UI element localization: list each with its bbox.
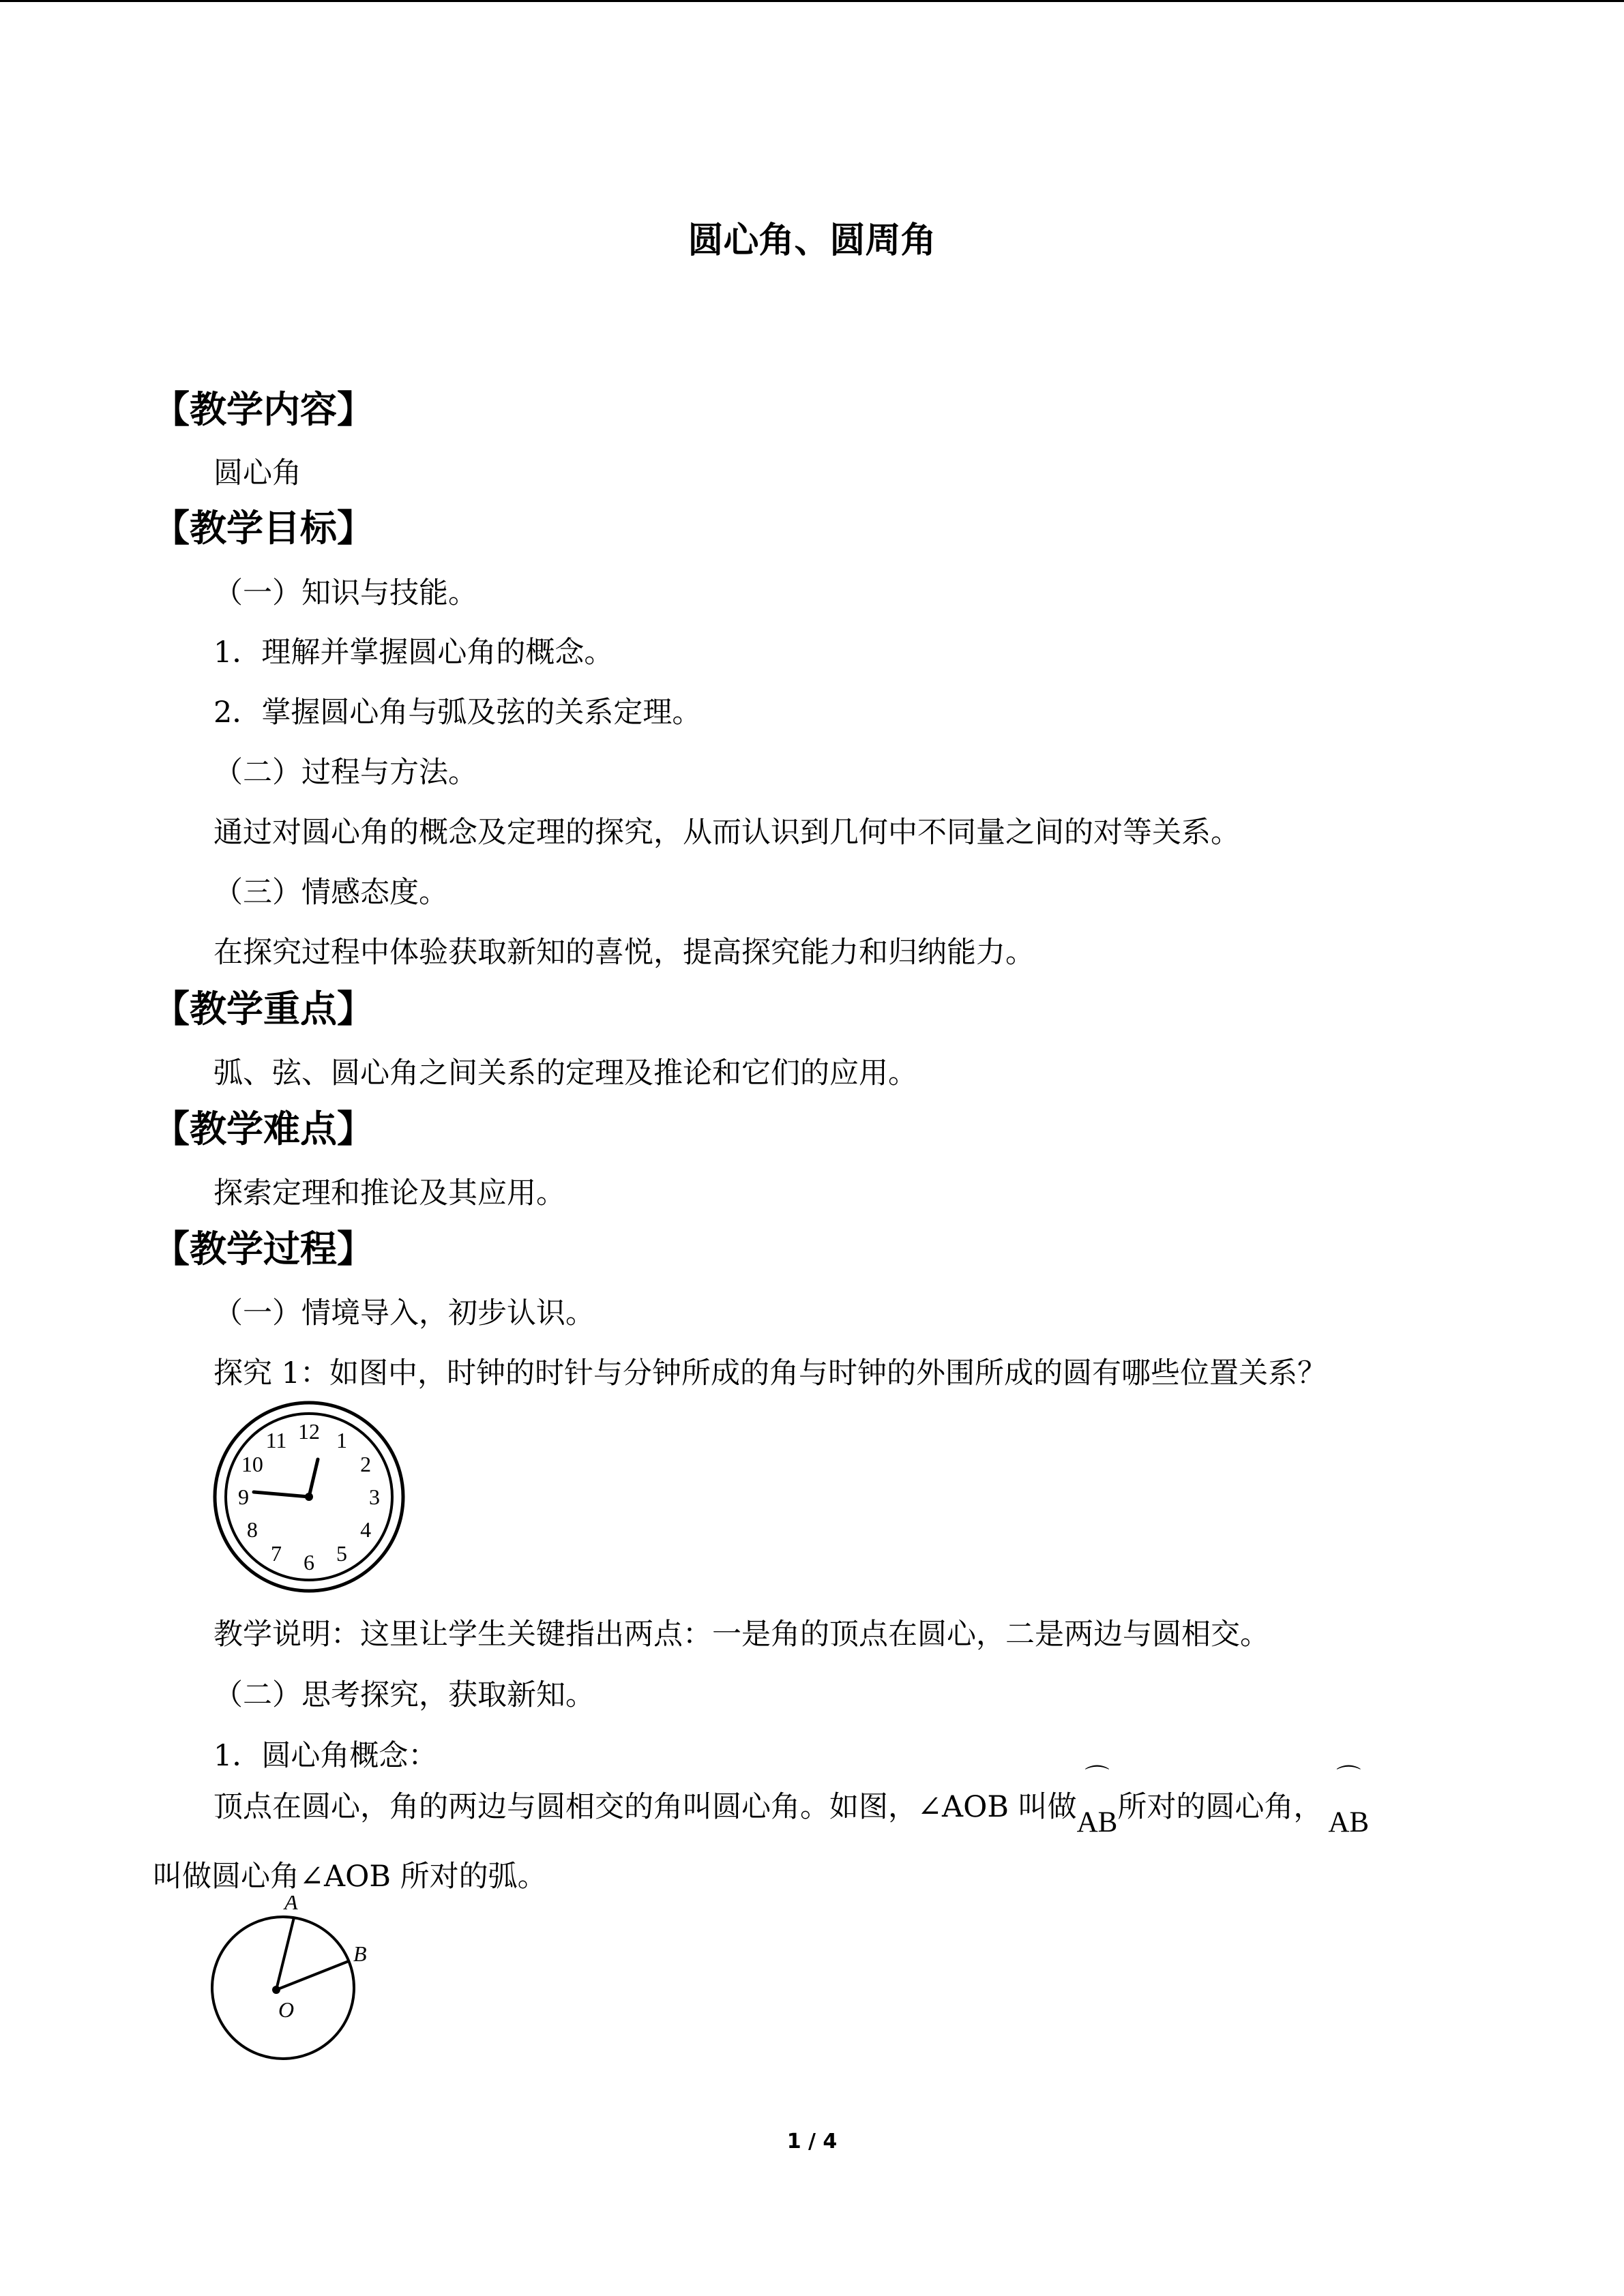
arc-ab-label: AB: [1076, 1806, 1118, 1838]
clock-number-4: 4: [360, 1517, 372, 1542]
heading-goals: 【教学目标】: [153, 507, 374, 550]
arc-mark-icon: ⌒: [1084, 1764, 1110, 1792]
clock-number-3: 3: [369, 1485, 380, 1509]
label-b: B: [353, 1941, 367, 1966]
goals-line-5: 通过对圆心角的概念及定理的探究，从而认识到几何中不同量之间的对等关系。: [213, 816, 1240, 850]
label-a: A: [284, 1896, 298, 1914]
clock-number-7: 7: [271, 1541, 282, 1566]
goals-line-6: （三）情感态度。: [213, 876, 448, 910]
goals-line-4: （二）过程与方法。: [213, 756, 477, 790]
process-line-4: （二）思考探究，获取新知。: [213, 1678, 595, 1712]
clock-number-5: 5: [336, 1541, 347, 1566]
arc-ab-inline: [1076, 1764, 1118, 1838]
process-line-6: [213, 1764, 1370, 1838]
heading-key: 【教学重点】: [153, 987, 374, 1030]
label-o: O: [278, 1997, 295, 2022]
clock-number-10: 10: [241, 1452, 263, 1476]
clock-number-6: 6: [304, 1550, 314, 1575]
process-line-6b: 所对的圆心角，: [1117, 1790, 1323, 1824]
clock-number-8: 8: [246, 1517, 258, 1542]
heading-process: 【教学过程】: [153, 1227, 374, 1270]
page-number: 1 / 4: [786, 2130, 838, 2153]
process-line-7: 叫做圆心角∠AOB 所对的弧。: [153, 1860, 547, 1894]
page-title: 圆心角、圆周角: [688, 220, 936, 261]
process-line-3: 教学说明：这里让学生关键指出两点：一是角的顶点在圆心，二是两边与圆相交。: [213, 1617, 1269, 1652]
top-border: [0, 0, 1624, 2]
goals-line-1: （一）知识与技能。: [213, 576, 477, 610]
process-line-6a: 顶点在圆心，角的两边与圆相交的角叫圆心角。如图，∠AOB 叫做: [213, 1790, 1077, 1824]
goals-line-7: 在探究过程中体验获取新知的喜悦，提高探究能力和归纳能力。: [213, 936, 1035, 970]
goals-line-3: 2．掌握圆心角与弧及弦的关系定理。: [213, 696, 702, 730]
process-line-5: 1．圆心角概念：: [213, 1739, 438, 1773]
arc-mark-icon: ⌒: [1336, 1764, 1361, 1792]
process-line-1: （一）情境导入，初步认识。: [213, 1296, 595, 1330]
clock-number-2: 2: [360, 1452, 372, 1476]
clock-number-9: 9: [238, 1485, 249, 1509]
process-line-2: 探究 1：如图中，时钟的时针与分钟所成的角与时钟的外围所成的圆有哪些位置关系？: [213, 1356, 1327, 1390]
heading-content: 【教学内容】: [153, 388, 374, 431]
heading-difficulty: 【教学难点】: [153, 1107, 374, 1150]
clock-number-11: 11: [265, 1427, 287, 1452]
key-text: 弧、弦、圆心角之间关系的定理及推论和它们的应用。: [213, 1056, 917, 1090]
circle-aob-figure: [205, 1896, 382, 2073]
clock-figure: [210, 1398, 408, 1596]
arc-ab-label: AB: [1328, 1806, 1370, 1838]
arc-ab-trailing: [1328, 1764, 1370, 1838]
difficulty-text: 探索定理和推论及其应用。: [213, 1176, 565, 1210]
clock-number-12: 12: [298, 1419, 320, 1444]
content-text: 圆心角: [213, 456, 301, 490]
clock-number-1: 1: [336, 1427, 347, 1452]
goals-line-2: 1．理解并掌握圆心角的概念。: [213, 636, 614, 670]
